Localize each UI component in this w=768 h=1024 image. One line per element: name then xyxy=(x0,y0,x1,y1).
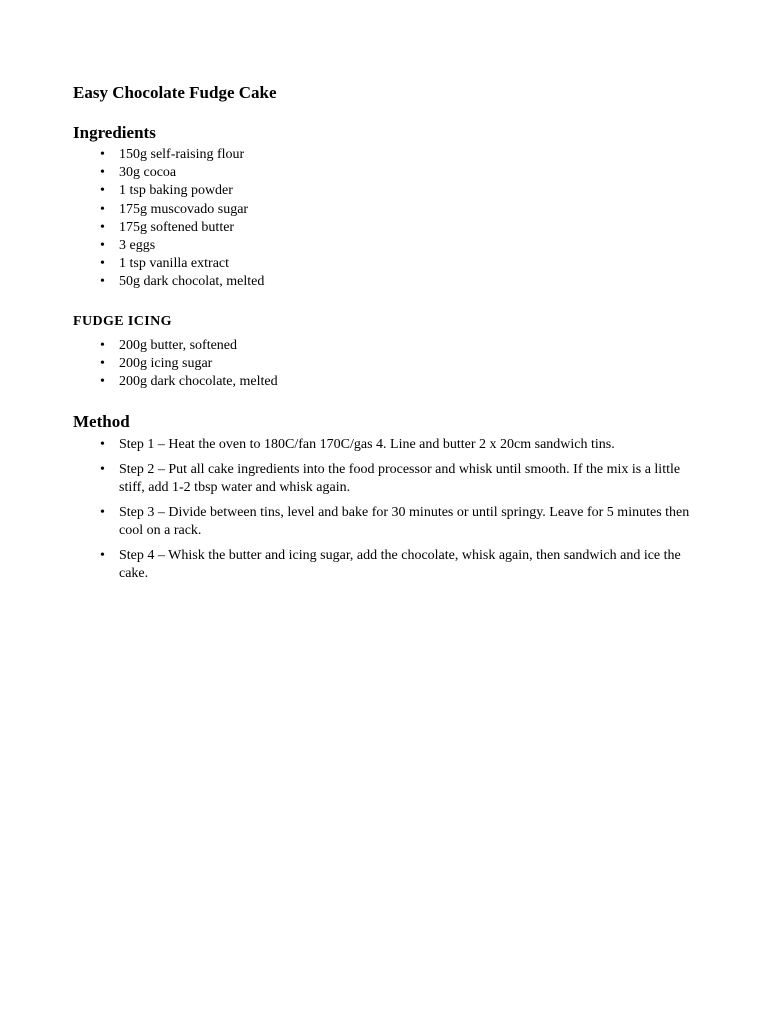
icing-ingredient-text: 200g butter, softened xyxy=(119,337,238,353)
fudge-icing-list xyxy=(73,337,693,392)
list-item xyxy=(73,219,693,237)
ingredients-list xyxy=(73,146,693,292)
ingredient-text: 3 eggs xyxy=(119,238,156,254)
list-item xyxy=(73,237,693,255)
list-item xyxy=(73,182,693,200)
bullet-icon: • xyxy=(100,165,105,181)
bullet-icon: • xyxy=(100,238,105,254)
icing-ingredient-text: 200g icing sugar xyxy=(119,355,213,371)
bullet-icon: • xyxy=(100,355,105,371)
list-item xyxy=(73,504,693,541)
document-page xyxy=(73,82,693,590)
list-item xyxy=(73,255,693,273)
ingredient-text: 150g self-raising flour xyxy=(119,147,245,162)
bullet-icon: • xyxy=(100,147,105,162)
list-item xyxy=(73,547,693,584)
bullet-icon: • xyxy=(100,201,105,217)
bullet-icon: • xyxy=(100,219,105,235)
bullet-icon: • xyxy=(100,183,105,199)
ingredient-text: 1 tsp vanilla extract xyxy=(119,256,230,272)
list-item xyxy=(73,461,693,498)
bullet-icon: • xyxy=(100,437,105,453)
list-item xyxy=(73,146,693,164)
method-step-text: Step 4 – Whisk the butter and icing sugar, add the chocolate, whisk again, then sandwich and ice the cake. xyxy=(119,547,681,582)
bullet-icon: • xyxy=(100,256,105,272)
ingredient-text: 1 tsp baking powder xyxy=(119,183,233,199)
list-item xyxy=(73,164,693,182)
fudge-icing-heading: FUDGE ICING xyxy=(73,313,172,329)
ingredient-text: 50g dark chocolat, melted xyxy=(119,274,265,290)
method-steps-list xyxy=(73,436,693,584)
method-heading: Method xyxy=(73,412,130,432)
list-item xyxy=(73,436,693,455)
bullet-icon: • xyxy=(100,504,105,520)
list-item xyxy=(73,201,693,219)
icing-ingredient-text: 200g dark chocolate, melted xyxy=(119,374,278,390)
method-step-text: Step 2 – Put all cake ingredients into the food processor and whisk until smooth. If the mix is a little stiff, add 1-2 tbsp water and whisk again. xyxy=(119,461,681,496)
bullet-icon: • xyxy=(100,547,105,563)
recipe-title: Easy Chocolate Fudge Cake xyxy=(73,83,277,102)
bullet-icon: • xyxy=(100,274,105,290)
method-step-text: Step 3 – Divide between tins, level and bake for 30 minutes or until springy. Leave for 5 minutes then cool on a rack. xyxy=(119,504,690,539)
bullet-icon: • xyxy=(100,337,105,353)
list-item xyxy=(73,337,693,355)
ingredient-text: 175g muscovado sugar xyxy=(119,201,249,217)
list-item xyxy=(73,373,693,391)
list-item xyxy=(73,273,693,291)
ingredient-text: 30g cocoa xyxy=(119,165,177,181)
list-item xyxy=(73,355,693,373)
bullet-icon: • xyxy=(100,461,105,477)
bullet-icon: • xyxy=(100,374,105,390)
method-step-text: Step 1 – Heat the oven to 180C/fan 170C/gas 4. Line and butter 2 x 20cm sandwich tins. xyxy=(119,437,615,453)
ingredient-text: 175g softened butter xyxy=(119,219,235,235)
ingredients-heading: Ingredients xyxy=(73,123,156,142)
